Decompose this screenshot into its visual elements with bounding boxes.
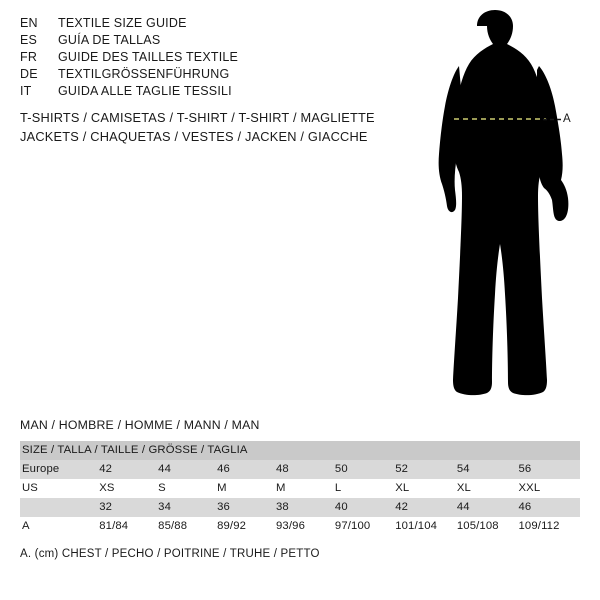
cell: M (276, 479, 335, 498)
language-header-block (20, 16, 380, 101)
language-code: EN (20, 16, 38, 30)
cell: 46 (217, 460, 276, 479)
cell: 36 (217, 498, 276, 517)
language-text: TEXTILE SIZE GUIDE (58, 16, 187, 30)
table-row (20, 517, 580, 536)
cell: 44 (158, 460, 217, 479)
row-label: US (20, 479, 99, 498)
cell: XS (99, 479, 158, 498)
cell: 81/84 (99, 517, 158, 536)
category-block (20, 110, 420, 148)
cell: XXL (519, 479, 581, 498)
category-line-jackets: JACKETS / CHAQUETAS / VESTES / JACKEN / GIACCHE (20, 129, 368, 144)
cell: 97/100 (335, 517, 395, 536)
table-row (20, 460, 580, 479)
size-table (20, 441, 580, 536)
row-label: A (20, 517, 99, 536)
cell: 56 (519, 460, 581, 479)
cell: 109/112 (519, 517, 581, 536)
language-code: DE (20, 67, 38, 81)
cell: XL (457, 479, 519, 498)
cell: 85/88 (158, 517, 217, 536)
cell: 48 (276, 460, 335, 479)
cell: 34 (158, 498, 217, 517)
row-label (20, 498, 99, 517)
cell: 52 (395, 460, 457, 479)
language-text: GUIDE DES TAILLES TEXTILE (58, 50, 239, 64)
measure-leader-dashes-icon (543, 115, 561, 124)
table-row (20, 479, 580, 498)
language-row (20, 50, 380, 67)
cell: S (158, 479, 217, 498)
cell: 38 (276, 498, 335, 517)
row-label: Europe (20, 460, 99, 479)
language-code: FR (20, 50, 38, 64)
table-row (20, 498, 580, 517)
language-code: ES (20, 33, 38, 47)
cell: 42 (99, 460, 158, 479)
footnote-chest-measure: A. (cm) CHEST / PECHO / POITRINE / TRUHE / PETTO (20, 548, 320, 560)
cell: 50 (335, 460, 395, 479)
figure-illustration (415, 8, 600, 403)
cell: 32 (99, 498, 158, 517)
cell: L (335, 479, 395, 498)
cell: 105/108 (457, 517, 519, 536)
cell: 44 (457, 498, 519, 517)
cell: 89/92 (217, 517, 276, 536)
language-text: GUIDA ALLE TAGLIE TESSILI (58, 84, 232, 98)
cell: 54 (457, 460, 519, 479)
cell: 40 (335, 498, 395, 517)
cell: 42 (395, 498, 457, 517)
language-row (20, 67, 380, 84)
language-code: IT (20, 84, 32, 98)
table-header-label: SIZE / TALLA / TAILLE / GRÖSSE / TAGLIA (20, 441, 580, 460)
measure-label-a: A (563, 113, 571, 125)
cell: XL (395, 479, 457, 498)
language-text: GUÍA DE TALLAS (58, 33, 161, 47)
male-silhouette-icon (415, 8, 600, 403)
language-row (20, 16, 380, 33)
cell: 93/96 (276, 517, 335, 536)
table-title-man: MAN / HOMBRE / HOMME / MANN / MAN (20, 418, 260, 432)
cell: M (217, 479, 276, 498)
language-row (20, 84, 380, 101)
category-line-tshirts: T-SHIRTS / CAMISETAS / T-SHIRT / T-SHIRT / MAGLIETTE (20, 110, 375, 125)
language-row (20, 33, 380, 50)
table-header-row (20, 441, 580, 460)
cell: 101/104 (395, 517, 457, 536)
cell: 46 (519, 498, 581, 517)
language-text: TEXTILGRÖSSENFÜHRUNG (58, 67, 230, 81)
